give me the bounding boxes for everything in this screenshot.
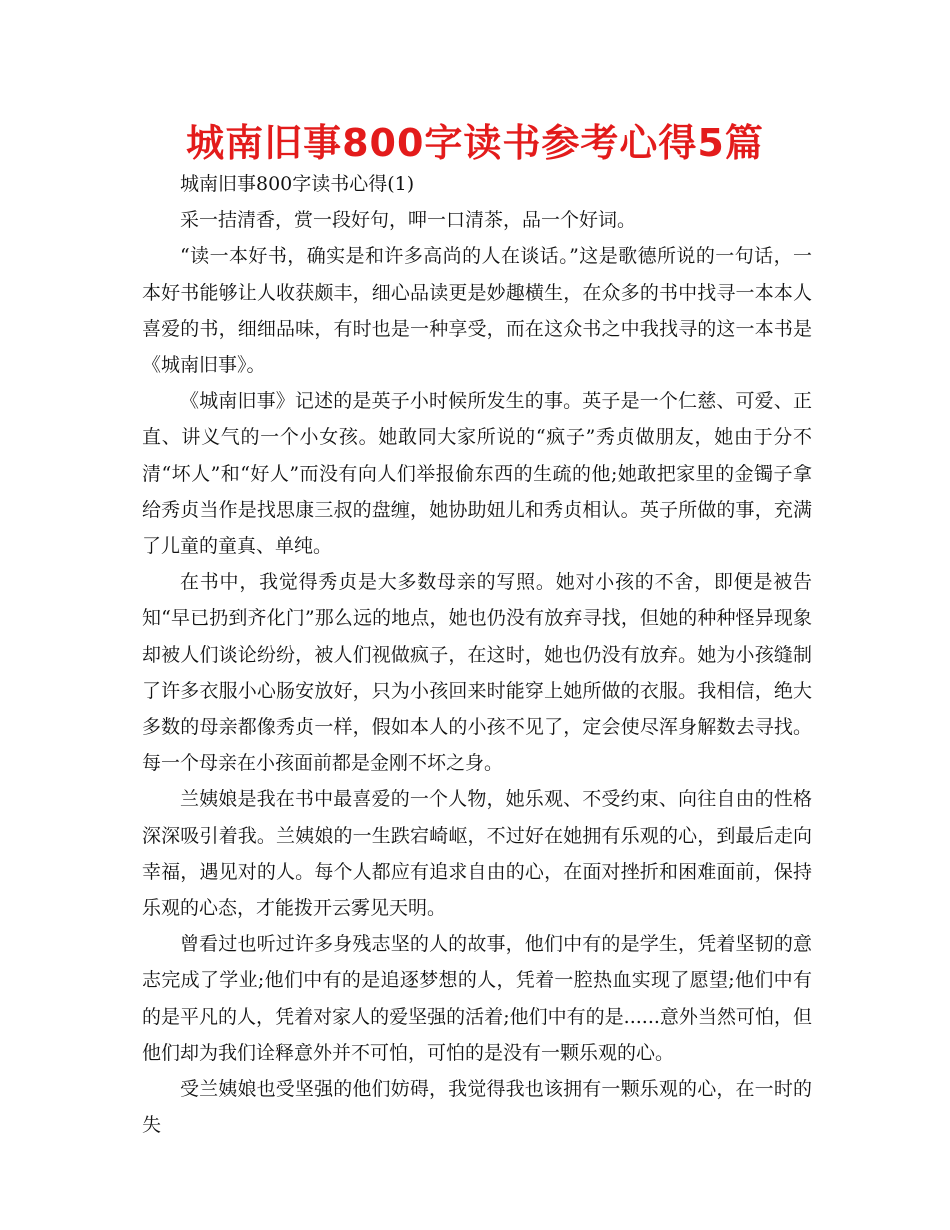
paragraph-1: 采一拮清香，赏一段好句，呷一口清茶，品一个好词。	[180, 209, 637, 232]
paragraph-7: 受兰姨娘也受坚强的他们妨碍，我觉得我也该拥有一颗乐观的心，在一时的失	[142, 1078, 812, 1137]
paragraph-4: 在书中，我觉得秀贞是大多数母亲的写照。她对小孩的不舍，即便是被告知“早已扔到齐化门”那么远的地点，她也仍没有放弃寻找，但她的种种怪异现象却被人们谈论纷纷，被人们视做疯子，在这时，她也仍没有放弃。她为小孩缝制了许多衣服小心肠安放好，只为小孩回来时能穿上她所做的衣服。我相信，绝大多数的母亲都像秀贞一样，假如本人的小孩不见了，定会使尽浑身解数去寻找。每一个母亲在小孩面前都是金刚不坏之身。	[142, 571, 812, 775]
section-heading: 城南旧事800字读书心得(1)	[180, 173, 415, 195]
paragraph-2: “读一本好书，确实是和许多高尚的人在谈话。”这是歌德所说的一句话，一本好书能够让人收获颇丰，细心品读更是妙趣横生，在众多的书中找寻一本本人喜爱的书，细细品味，有时也是一种享受，而在这众书之中我找寻的这一本书是《城南旧事》。	[142, 245, 812, 377]
paragraph-3: 《城南旧事》记述的是英子小时候所发生的事。英子是一个仁慈、可爱、正直、讲义气的一个小女孩。她敢同大家所说的“疯子”秀贞做朋友，她由于分不清“坏人”和“好人”而没有向人们举报偷东西的生疏的他;她敢把家里的金镯子拿给秀贞当作是找思康三叔的盘缠，她协助妞儿和秀贞相认。英子所做的事，充满了儿童的童真、单纯。	[142, 390, 812, 558]
document-body	[142, 166, 812, 1143]
document-title: 城南旧事800字读书参考心得5篇	[186, 121, 764, 165]
paragraph-5: 兰姨娘是我在书中最喜爱的一个人物，她乐观、不受约束、向往自由的性格深深吸引着我。兰姨娘的一生跌宕崎岖，不过好在她拥有乐观的心，到最后走向幸福，遇见对的人。每个人都应有追求自由的心，在面对挫折和困难面前，保持乐观的心态，才能拨开云雾见天明。	[142, 788, 812, 920]
paragraph-6: 曾看过也听过许多身残志坚的人的故事，他们中有的是学生，凭着坚韧的意志完成了学业;他们中有的是追逐梦想的人，凭着一腔热血实现了愿望;他们中有的是平凡的人，凭着对家人的爱坚强的活着;他们中有的是......意外当然可怕，但他们却为我们诠释意外并不可怕，可怕的是没有一颗乐观的心。	[142, 933, 812, 1064]
